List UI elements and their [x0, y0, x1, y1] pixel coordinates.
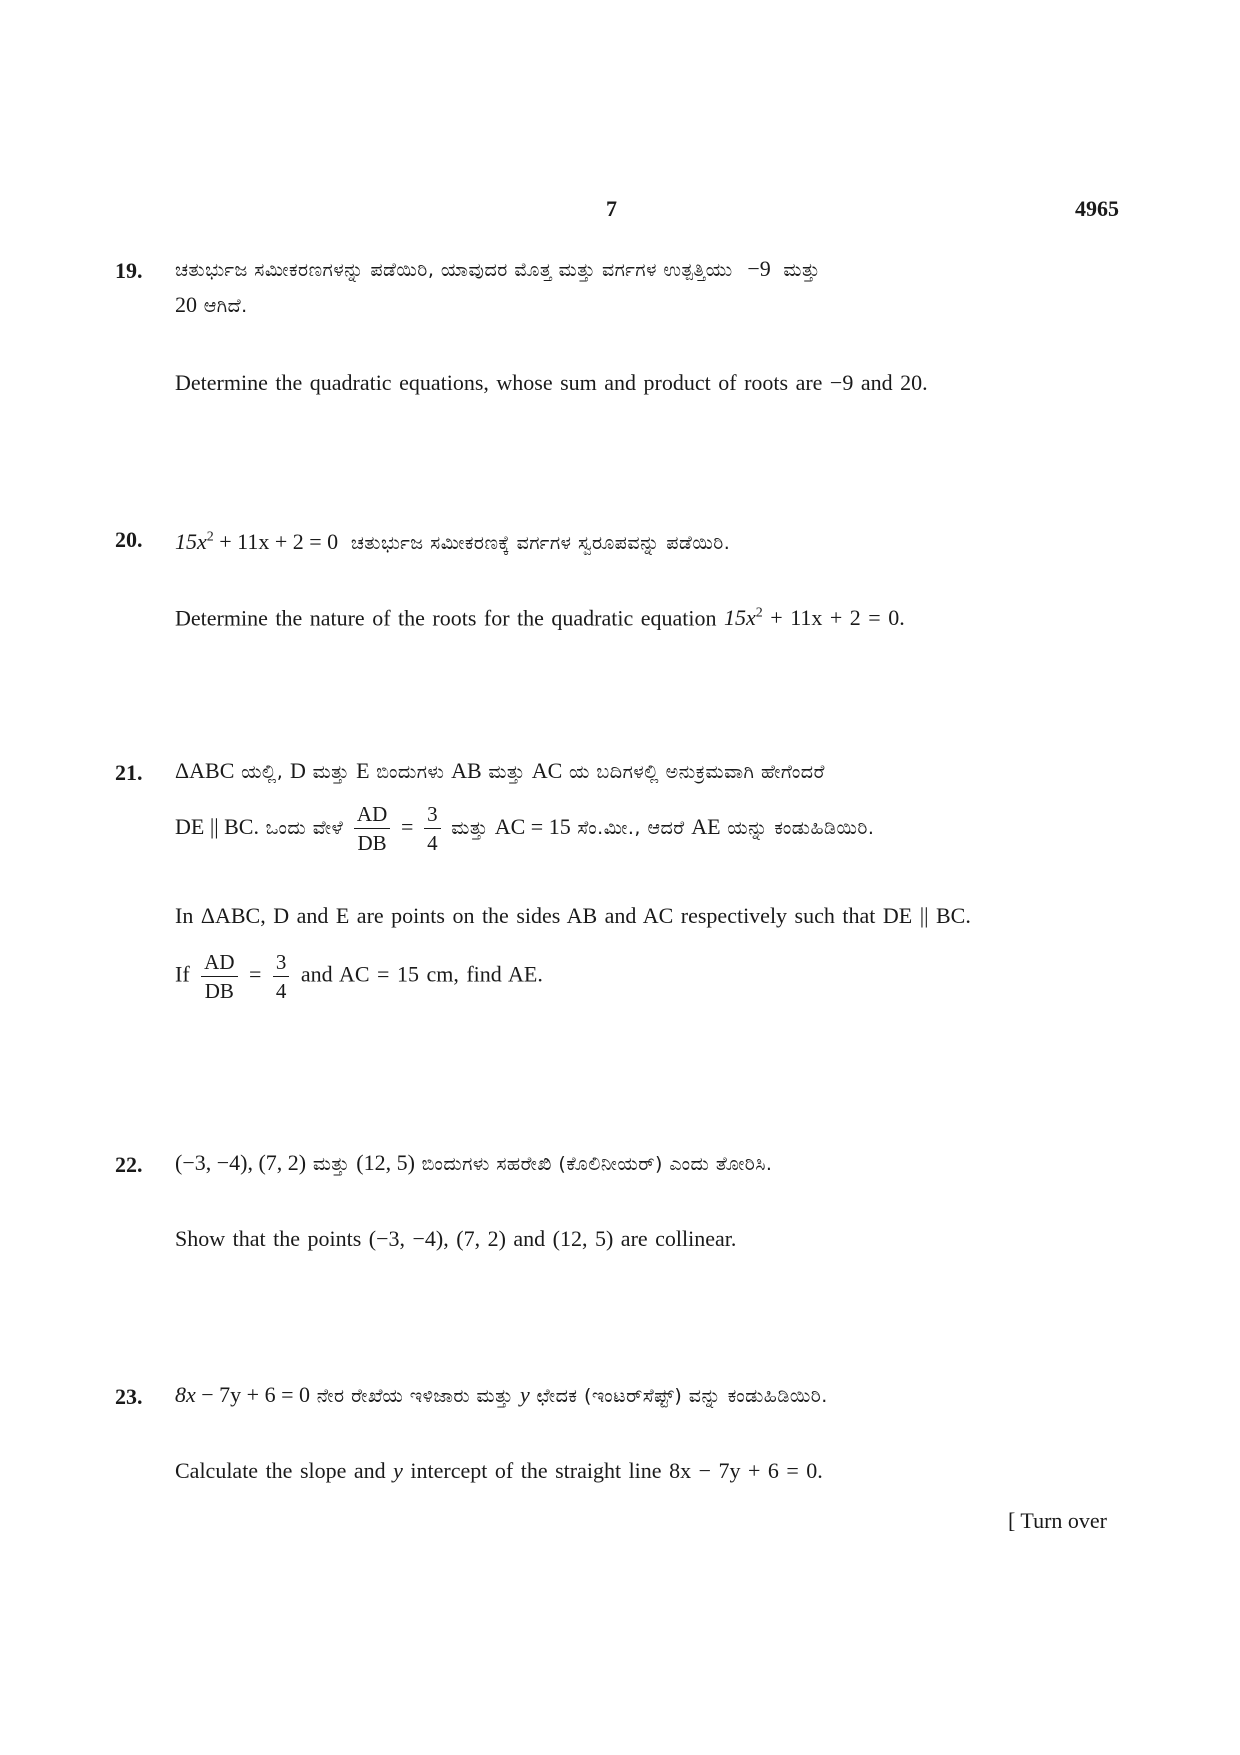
equals-sign: = [249, 961, 262, 987]
math-value: AE [691, 814, 721, 839]
math-value: ΔABC [175, 758, 235, 783]
kannada-text: ಬಿಂದುಗಳು ಸಹರೇಖಿ (ಕೊಲಿನೀಯರ್) ಎಂದು ತೋರಿಸಿ. [421, 1153, 773, 1175]
english-text: Calculate the slope and [175, 1458, 386, 1483]
turn-over-note: [ Turn over [1008, 1508, 1108, 1533]
question-21-kannada-line-1 [175, 757, 825, 786]
kannada-text: ಛೇದಕ (ಇಂಟರ್‌ಸೆಪ್ಟ್) ವನ್ನು ಕಂಡುಹಿಡಿಯಿರಿ. [536, 1385, 828, 1407]
math-value: D [290, 758, 306, 783]
english-text: Determine the nature of the roots for the quadratic equation [175, 605, 717, 631]
equation-rest: + 11x + 2 = 0 [219, 529, 339, 555]
math-variable: y [520, 1382, 530, 1407]
equation-rest: − 7y + 6 = 0 [201, 1382, 310, 1407]
kannada-text: ಮತ್ತು [451, 817, 489, 839]
fraction-3-4 [273, 950, 290, 1003]
kannada-text: ಯಲ್ಲಿ, [241, 761, 284, 783]
question-20-kannada-line: $15x^2 + 11x + 2 = 0$ ಚತುರ್ಭುಜ ಸಮೀಕರಣಕ್ಕೆ ವರ್ಗಗಳ ಸ್ವರೂಪವನ್ನು ಪಡೆಯಿರಿ. [175, 529, 731, 555]
equation-coefficient: 15x [175, 529, 207, 555]
math-value: −9 [747, 256, 771, 281]
math-value: DE || BC. [175, 814, 259, 839]
question-number: 19. [115, 258, 143, 283]
kannada-text: ಮತ್ತು [783, 259, 821, 281]
kannada-text: ಸೆಂ.ಮೀ., ಆದರೆ [577, 817, 685, 839]
fraction-numerator: 3 [424, 802, 441, 829]
kannada-text: ಚತುರ್ಭುಜ ಸಮೀಕರಣಗಳನ್ನು ಪಡೆಯಿರಿ, ಯಾವುದರ ಮೊತ್ತ ಮತ್ತು ವರ್ಗಗಳ ಉತ್ಪತ್ತಿಯು [175, 259, 733, 281]
paper-code: 4965 [1075, 196, 1119, 221]
math-value: AC [531, 758, 563, 783]
question-23-kannada-line [175, 1381, 828, 1410]
fraction-denominator: DB [357, 831, 387, 855]
fraction-numerator: 3 [273, 950, 290, 977]
kannada-text: ಮತ್ತು [312, 1153, 350, 1175]
english-text: If [175, 961, 190, 987]
math-value: E [356, 758, 370, 783]
math-value: (−3, −4), (7, 2) [175, 1150, 307, 1175]
equation-part: 8x [175, 1382, 196, 1407]
page-number: 7 [606, 196, 617, 221]
question-20-english: Determine the nature of the roots for the quadratic equation $15x^2 + 11x + 2 = 0$. [175, 605, 905, 631]
fraction-3-4 [424, 802, 441, 855]
english-text: intercept of the straight line [410, 1458, 662, 1483]
math-value: AC = 15 [494, 814, 571, 839]
math-value: AB [451, 758, 482, 783]
equals-sign: = [400, 814, 414, 839]
fraction-ad-db [201, 950, 237, 1003]
question-19-english: Determine the quadratic equations, whose sum and product of roots are −9 and 20. [175, 370, 928, 395]
fraction-numerator: AD [201, 950, 237, 977]
question-23-english [175, 1457, 823, 1485]
question-number: 20. [115, 527, 143, 552]
question-21-english-line-2 [175, 950, 543, 1003]
question-number: 22. [115, 1152, 143, 1177]
english-text: and AC = 15 cm, find AE. [300, 961, 543, 987]
kannada-text: ಚತುರ್ಭುಜ ಸಮೀಕರಣಕ್ಕೆ ವರ್ಗಗಳ ಸ್ವರೂಪವನ್ನು ಪಡೆಯಿರಿ. [350, 532, 731, 555]
equation-rest: + 11x + 2 = 0. [770, 605, 905, 631]
kannada-text: ಮತ್ತು [312, 761, 350, 783]
question-22-english: Show that the points (−3, −4), (7, 2) and (12, 5) are collinear. [175, 1226, 737, 1251]
kannada-text: ಬಿಂದುಗಳು [376, 761, 445, 783]
math-variable: y [393, 1458, 403, 1483]
fraction-denominator: 4 [275, 979, 287, 1003]
kannada-text: ಆಗಿದೆ. [203, 295, 248, 317]
kannada-text: ಯ ಬದಿಗಳಲ್ಲಿ ಅನುಕ್ರಮವಾಗಿ ಹೇಗೆಂದರೆ [569, 761, 825, 783]
math-value: (12, 5) [356, 1150, 415, 1175]
fraction-denominator: DB [204, 979, 234, 1003]
fraction-numerator: AD [354, 802, 390, 829]
kannada-text: ಒಂದು ವೇಳೆ [265, 817, 344, 839]
kannada-text: ನೇರ ರೇಖೆಯ ಇಳಿಜಾರು ಮತ್ತು [316, 1385, 514, 1407]
question-22-kannada-line [175, 1149, 772, 1178]
fraction-ad-db [354, 802, 390, 855]
kannada-text: ಮತ್ತು [488, 761, 526, 783]
question-number: 23. [115, 1384, 143, 1409]
math-value: 20 [175, 292, 197, 317]
question-21-kannada-line-2 [175, 802, 874, 855]
question-21-english-line-1: In ΔABC, D and E are points on the sides AB and AC respectively such that DE || BC. [175, 903, 971, 928]
question-19-kannada-line-2 [175, 291, 248, 320]
question-19-kannada-line-1 [175, 255, 820, 284]
kannada-text: ಯನ್ನು ಕಂಡುಹಿಡಿಯಿರಿ. [727, 817, 875, 839]
equation: 8x − 7y + 6 = 0. [669, 1458, 823, 1483]
question-number: 21. [115, 760, 143, 785]
equation-coefficient: 15x [724, 605, 756, 631]
fraction-denominator: 4 [427, 831, 438, 855]
